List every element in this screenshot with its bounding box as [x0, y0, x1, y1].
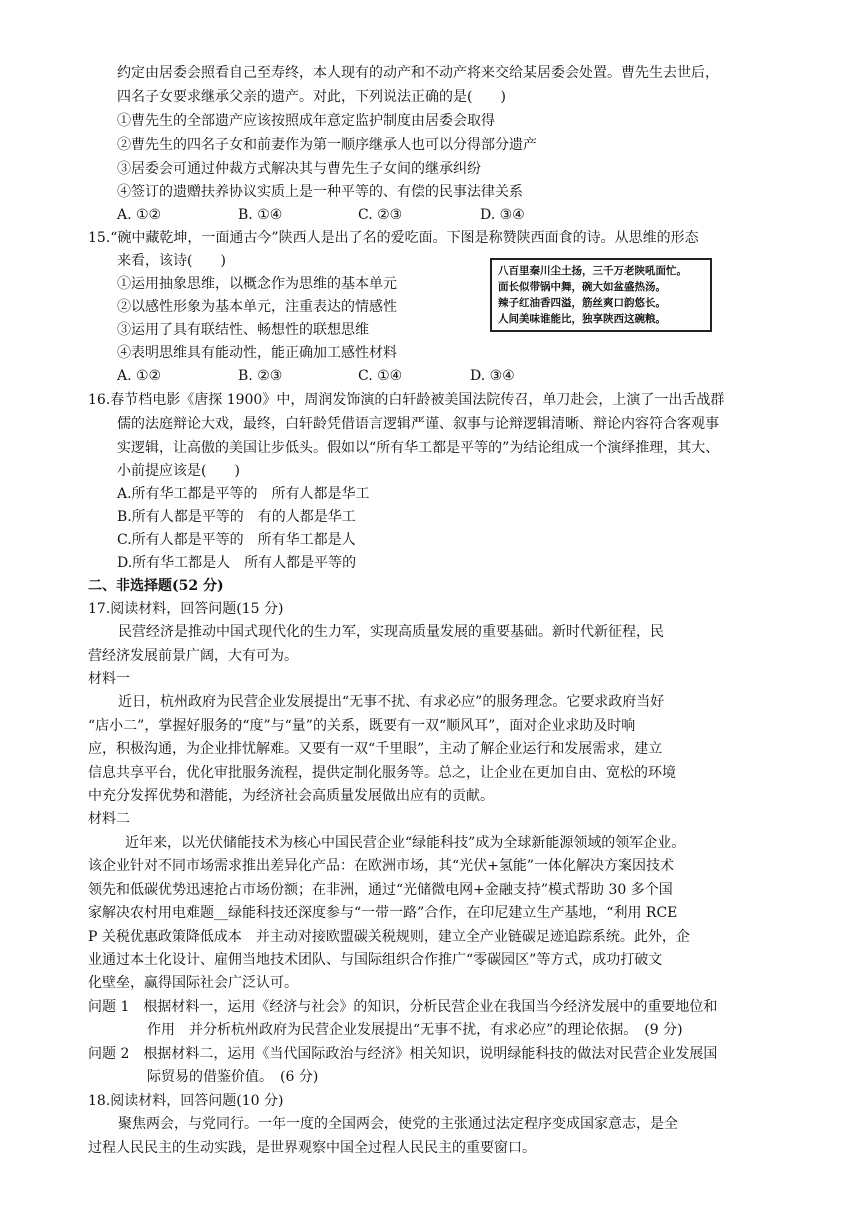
q16-option-a: A.所有华工都是平等的 所有人都是华工: [117, 486, 370, 502]
material-1-line1: 近日，杭州政府为民营企业发展提出“无事不扰、有求必应”的服务理念。它要求政府当好: [118, 694, 665, 710]
material-2-line3: 领先和低碳优势迅速抢占市场份额；在非洲，通过“光储微电网+金融支持”模式帮助 30 多个国: [88, 882, 673, 898]
q16-stem-line2: 儒的法庭辩论大戏，最终，白轩龄凭借语言逻辑严谨、叙事与论辩逻辑清晰、辩论内容符合客观事: [117, 416, 719, 432]
material-2-line4: 家解决农村用电难题__绿能科技还深度参与“一带一路”合作，在印尼建立生产基地，“利用 RCE: [88, 905, 678, 921]
material-1-line5: 中充分发挥优势和潜能，为经济社会高质量发展做出应有的贡献。: [88, 788, 494, 804]
material-2-line1: 近年来，以光伏储能技术为核心中国民营企业“绿能科技”成为全球新能源领域的领军企业。: [125, 835, 686, 851]
section-heading: 二、非选择题(52 分): [88, 578, 224, 594]
q16-option-d: D.所有华工都是人 所有人都是平等的: [117, 555, 357, 571]
q17-intro-line2: 营经济发展前景广阔，大有可为。: [88, 648, 298, 664]
q17-problem2-line2: 际贸易的借鉴价值。 (6 分): [147, 1069, 319, 1085]
q18-line2: 过程人民民主的生动实践，是世界观察中国全过程人民民主的重要窗口。: [88, 1140, 536, 1156]
q14-choice-c: C. ②③: [358, 207, 403, 223]
q14-stem-line2: 四名子女要求继承父亲的遗产。对此，下列说法正确的是( ): [117, 89, 506, 105]
poem-line-1: 八百里秦川尘土扬，三千万老陕吼面忙。: [498, 265, 687, 277]
q18-title: 18.阅读材料，回答问题(10 分): [88, 1093, 284, 1109]
q17-problem2-line1: 问题 2 根据材料二，运用《当代国际政治与经济》相关知识，说明绿能科技的做法对民营企业发展国: [88, 1046, 718, 1062]
q14-stem-line1: 约定由居委会照看自己至寿终，本人现有的动产和不动产将来交给某居委会处置。曹先生去世后，: [117, 65, 719, 81]
q15-choice-b: B. ②③: [238, 368, 283, 384]
q15-option-3: ③运用了具有联结性、畅想性的联想思维: [117, 322, 369, 338]
q16-stem-line1: 16.春节档电影《唐探 1900》中，周润发饰演的白轩龄被美国法院传召，单刀赴会，上演了一出舌战群: [88, 392, 725, 408]
poem-line-2: 面长似带锅中舞，碗大如盆盛热汤。: [498, 281, 666, 293]
q14-option-3: ③居委会可通过仲裁方式解决其与曹先生子女间的继承纠纷: [117, 161, 481, 177]
q14-choice-b: B. ①④: [238, 207, 283, 223]
material-2-line6: 业通过本土化设计、雇佣当地技术团队、与国际组织合作推广“零碳园区”等方式，成功打破文: [88, 952, 663, 968]
q15-choice-d: D. ③④: [470, 368, 515, 384]
poem-line-4: 人间美味谁能比，独享陕西这碗粮。: [498, 313, 666, 325]
q17-title: 17.阅读材料，回答问题(15 分): [88, 601, 284, 617]
q14-option-2: ②曹先生的四名子女和前妻作为第一顺序继承人也可以分得部分遗产: [117, 137, 537, 153]
material-1-line3: 应，积极沟通，为企业排忧解难。又要有一双“千里眼”，主动了解企业运行和发展需求，建立: [88, 741, 663, 757]
q14-choice-a: A. ①②: [117, 207, 162, 223]
q16-stem-line3: 实逻辑，让高傲的美国让步低头。假如以“所有华工都是平等的”为结论组成一个演绎推理，其大、: [117, 440, 720, 456]
q14-option-4: ④签订的遗赠扶养协议实质上是一种平等的、有偿的民事法律关系: [117, 184, 523, 200]
q15-choice-c: C. ①④: [358, 368, 403, 384]
q14-choice-d: D. ③④: [480, 207, 525, 223]
poem-image-box: [490, 258, 712, 332]
material-1-label: 材料一: [88, 671, 130, 687]
material-2-line7: 化壁垒，赢得国际社会广泛认可。: [88, 975, 298, 991]
q17-problem1-line1: 问题 1 根据材料一，运用《经济与社会》的知识，分析民营企业在我国当今经济发展中的重要地位和: [88, 999, 718, 1015]
q17-problem1-line2: 作用 并分析杭州政府为民营企业发展提出“无事不扰，有求必应”的理论依据。 (9 分): [147, 1022, 683, 1038]
material-1-line4: 信息共享平台，优化审批服务流程，提供定制化服务等。总之，让企业在更加自由、宽松的环境: [88, 765, 676, 781]
material-2-label: 材料二: [88, 811, 130, 827]
q15-option-1: ①运用抽象思维，以概念作为思维的基本单元: [117, 276, 397, 292]
material-2-line5: P 关税优惠政策降低成本 并主动对接欧盟碳关税规则，建立全产业链碳足迹追踪系统。此外，企: [88, 929, 690, 945]
q17-intro-line1: 民营经济是推动中国式现代化的生力军，实现高质量发展的重要基础。新时代新征程，民: [118, 624, 664, 640]
q15-choice-a: A. ①②: [117, 368, 162, 384]
q15-stem-line2: 来看，该诗( ): [117, 253, 226, 269]
q14-option-1: ①曹先生的全部遗产应该按照成年意定监护制度由居委会取得: [117, 113, 495, 129]
poem-line-3: 辣子红油香四溢，筋丝爽口韵悠长。: [498, 297, 666, 309]
material-2-line2: 该企业针对不同市场需求推出差异化产品：在欧洲市场，其“光伏+氢能”一体化解决方案因技术: [88, 858, 675, 874]
q18-line1: 聚焦两会，与党同行。一年一度的全国两会，使党的主张通过法定程序变成国家意志，是全: [118, 1116, 678, 1132]
q15-option-4: ④表明思维具有能动性，能正确加工感性材料: [117, 345, 397, 361]
q15-option-2: ②以感性形象为基本单元，注重表达的情感性: [117, 299, 397, 315]
q16-option-c: C.所有人都是平等的 所有华工都是人: [117, 532, 356, 548]
material-1-line2: “店小二”，掌握好服务的“度”与“量”的关系，既要有一双“顺风耳”，面对企业求助及时响: [88, 718, 636, 734]
q15-stem-line1: 15.“碗中藏乾坤，一面通古今”陕西人是出了名的爱吃面。下图是称赞陕西面食的诗。从思维的形态: [88, 230, 699, 246]
q16-option-b: B.所有人都是平等的 有的人都是华工: [117, 509, 356, 525]
q16-stem-line4: 小前提应该是( ): [117, 463, 240, 479]
